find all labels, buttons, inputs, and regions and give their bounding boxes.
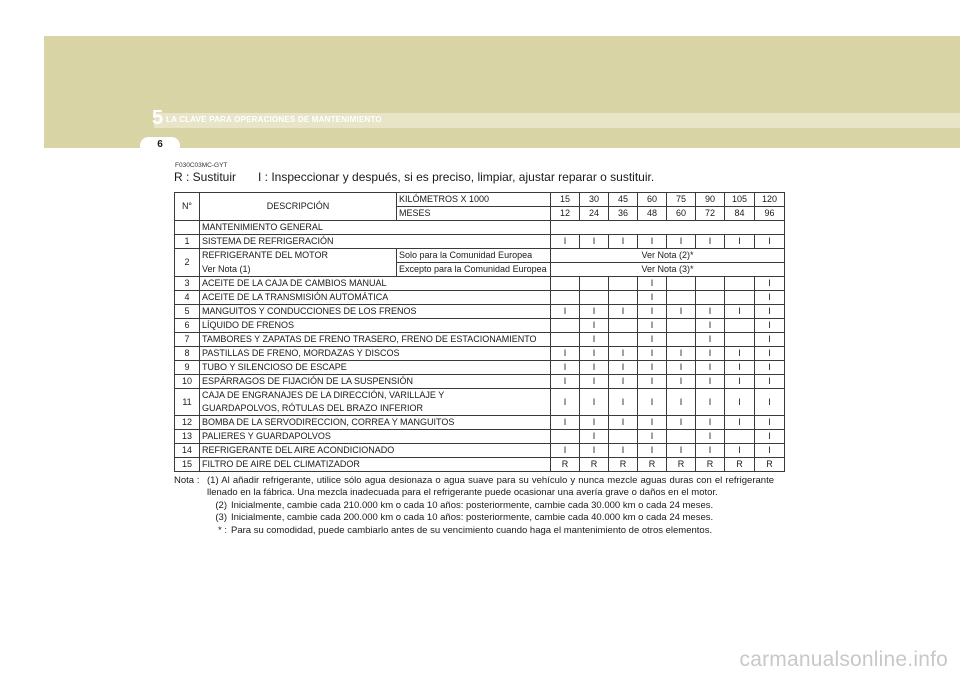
- watermark: carmanualsonline.info: [739, 648, 948, 671]
- row-description: [200, 319, 551, 333]
- table-row: [175, 389, 785, 416]
- note-text: Al añadir refrigerante, utilice sólo agua desionaza o agua suave para su vehículo y nunca mezcle aguas duras con el refrigerante llenado en la fábrica. Una mezcla inadecuada para el refrigerante puede ocasionar una avería grave o daños en el motor.: [207, 475, 774, 499]
- months-header: 48: [638, 207, 667, 221]
- row-number: 1: [175, 235, 200, 249]
- row-number: 7: [175, 333, 200, 347]
- schedule-mark: [667, 277, 696, 291]
- km-header: 30: [580, 193, 609, 207]
- schedule-mark: [725, 430, 755, 444]
- section-row: [175, 221, 785, 235]
- coolant-eu-label: Solo para la Comunidad Europea: [397, 249, 551, 263]
- months-label: MESES: [397, 207, 551, 221]
- schedule-mark: [725, 333, 755, 347]
- page-number: 6: [157, 139, 163, 150]
- note-key: (1): [207, 475, 219, 486]
- months-header: 12: [551, 207, 580, 221]
- schedule-mark: [725, 319, 755, 333]
- table-row: [175, 263, 785, 277]
- schedule-mark: I: [551, 375, 580, 389]
- km-header: 90: [696, 193, 725, 207]
- schedule-mark: I: [638, 333, 667, 347]
- months-header: 96: [755, 207, 785, 221]
- schedule-mark: I: [755, 305, 785, 319]
- schedule-mark: I: [638, 375, 667, 389]
- schedule-mark: I: [580, 333, 609, 347]
- row-description-line: MANGUITOS Y CONDUCCIONES DE LOS FRENOS: [202, 306, 417, 316]
- row-number: 11: [175, 389, 200, 416]
- schedule-mark: I: [609, 235, 638, 249]
- schedule-mark: I: [638, 291, 667, 305]
- row-number: 8: [175, 347, 200, 361]
- row-description-note: Ver Nota (1): [200, 263, 397, 277]
- schedule-mark: I: [696, 444, 725, 458]
- row-description: [200, 444, 551, 458]
- schedule-mark: [609, 291, 638, 305]
- schedule-mark: I: [667, 305, 696, 319]
- note-key: * :: [218, 524, 227, 536]
- schedule-mark: I: [725, 305, 755, 319]
- row-description: [200, 277, 551, 291]
- schedule-mark: [609, 333, 638, 347]
- schedule-mark: I: [638, 347, 667, 361]
- row-description-line: PASTILLAS DE FRENO, MORDAZAS Y DISCOS: [202, 348, 400, 358]
- row-description: [200, 430, 551, 444]
- coolant-non-eu-note: Ver Nota (3)*: [551, 263, 785, 277]
- schedule-mark: I: [638, 305, 667, 319]
- row-number: 15: [175, 458, 200, 472]
- chapter-title: LA CLAVE PARA OPERACIONES DE MANTENIMIENTO: [166, 115, 382, 124]
- schedule-mark: [551, 277, 580, 291]
- schedule-mark: I: [580, 305, 609, 319]
- schedule-mark: [551, 333, 580, 347]
- schedule-mark: [609, 277, 638, 291]
- legend: [174, 170, 654, 184]
- schedule-mark: I: [667, 361, 696, 375]
- schedule-mark: R: [725, 458, 755, 472]
- row-description-line: ESPÁRRAGOS DE FIJACIÓN DE LA SUSPENSIÓN: [202, 376, 414, 386]
- note-text: Inicialmente, cambie cada 210.000 km o cada 10 años: posteriormente, cambie cada 30.000 km o cada 24 meses.: [231, 499, 714, 511]
- number-header: N°: [175, 193, 200, 221]
- schedule-mark: I: [755, 375, 785, 389]
- schedule-mark: I: [638, 430, 667, 444]
- coolant-non-eu-label: Excepto para la Comunidad Europea: [397, 263, 551, 277]
- row-description: [200, 333, 551, 347]
- schedule-mark: I: [696, 416, 725, 430]
- schedule-mark: [609, 319, 638, 333]
- description-header: DESCRIPCIÓN: [200, 193, 397, 221]
- table-row: [175, 333, 785, 347]
- schedule-mark: I: [638, 444, 667, 458]
- table-row: [175, 249, 785, 263]
- row-number: 6: [175, 319, 200, 333]
- row-description: [200, 389, 551, 416]
- row-description: REFRIGERANTE DEL MOTOR: [200, 249, 397, 263]
- schedule-mark: I: [755, 319, 785, 333]
- note-3: [207, 512, 774, 524]
- table-row: [175, 291, 785, 305]
- schedule-mark: I: [580, 430, 609, 444]
- table-row: [175, 277, 785, 291]
- schedule-mark: I: [609, 444, 638, 458]
- row-number: 3: [175, 277, 200, 291]
- schedule-mark: I: [609, 347, 638, 361]
- coolant-eu-note: Ver Nota (2)*: [551, 249, 785, 263]
- table-row: [175, 444, 785, 458]
- row-description: [200, 305, 551, 319]
- schedule-mark: I: [580, 444, 609, 458]
- schedule-mark: I: [696, 375, 725, 389]
- schedule-mark: I: [725, 235, 755, 249]
- schedule-mark: I: [696, 347, 725, 361]
- schedule-mark: [696, 277, 725, 291]
- section-title: MANTENIMIENTO GENERAL: [200, 221, 551, 235]
- row-description-line: ACEITE DE LA CAJA DE CAMBIOS MANUAL: [202, 278, 387, 288]
- row-description-line: TUBO Y SILENCIOSO DE ESCAPE: [202, 362, 347, 372]
- schedule-mark: I: [551, 416, 580, 430]
- row-description-line: REFRIGERANTE DEL AIRE ACONDICIONADO: [202, 445, 395, 455]
- header-row-km: [175, 193, 785, 207]
- schedule-mark: I: [696, 235, 725, 249]
- schedule-mark: I: [725, 416, 755, 430]
- schedule-mark: I: [696, 333, 725, 347]
- schedule-mark: I: [580, 361, 609, 375]
- km-header: 75: [667, 193, 696, 207]
- table-row: [175, 416, 785, 430]
- row-number: 4: [175, 291, 200, 305]
- schedule-mark: I: [755, 235, 785, 249]
- notes-label: Nota :: [174, 475, 200, 486]
- schedule-mark: I: [551, 444, 580, 458]
- km-header: 60: [638, 193, 667, 207]
- row-description-line: CAJA DE ENGRANAJES DE LA DIRECCIÓN, VARILLAJE Y: [202, 390, 445, 400]
- row-description-line: BOMBA DE LA SERVODIRECCION, CORREA Y MANGUITOS: [202, 417, 455, 427]
- schedule-mark: I: [696, 305, 725, 319]
- months-header: 60: [667, 207, 696, 221]
- schedule-mark: I: [696, 319, 725, 333]
- schedule-mark: I: [551, 347, 580, 361]
- schedule-mark: I: [696, 389, 725, 416]
- schedule-mark: I: [725, 389, 755, 416]
- months-header: 72: [696, 207, 725, 221]
- row-number: 13: [175, 430, 200, 444]
- schedule-mark: I: [609, 361, 638, 375]
- note-star: [207, 525, 774, 537]
- km-label: KILÓMETROS X 1000: [397, 193, 551, 207]
- schedule-mark: I: [609, 375, 638, 389]
- row-description-line: SISTEMA DE REFRIGERACIÓN: [202, 236, 334, 246]
- schedule-mark: I: [580, 389, 609, 416]
- note-key: (2): [215, 499, 227, 511]
- schedule-mark: [580, 291, 609, 305]
- schedule-mark: R: [638, 458, 667, 472]
- schedule-mark: R: [755, 458, 785, 472]
- months-header: 36: [609, 207, 638, 221]
- table-row: [175, 305, 785, 319]
- schedule-mark: [667, 430, 696, 444]
- row-description: [200, 347, 551, 361]
- note-2: [207, 500, 774, 512]
- schedule-mark: [551, 430, 580, 444]
- schedule-mark: I: [755, 444, 785, 458]
- row-description-line: ACEITE DE LA TRANSMISIÓN AUTOMÁTICA: [202, 292, 389, 302]
- schedule-mark: I: [667, 444, 696, 458]
- row-description: [200, 458, 551, 472]
- maintenance-schedule-table: [174, 192, 785, 472]
- schedule-mark: I: [638, 389, 667, 416]
- schedule-mark: I: [551, 361, 580, 375]
- row-description-line: LÍQUIDO DE FRENOS: [202, 320, 295, 330]
- months-header: 84: [725, 207, 755, 221]
- km-header: 120: [755, 193, 785, 207]
- schedule-mark: [551, 291, 580, 305]
- schedule-mark: I: [696, 361, 725, 375]
- schedule-mark: R: [580, 458, 609, 472]
- row-number: 10: [175, 375, 200, 389]
- table-row: [175, 361, 785, 375]
- schedule-mark: I: [638, 277, 667, 291]
- schedule-mark: I: [725, 347, 755, 361]
- note-text: Para su comodidad, puede cambiarlo antes de su vencimiento cuando haga el mantenimiento de otros elementos.: [231, 524, 713, 536]
- schedule-mark: [696, 291, 725, 305]
- schedule-mark: R: [667, 458, 696, 472]
- table-row: [175, 235, 785, 249]
- schedule-mark: I: [755, 291, 785, 305]
- schedule-mark: [725, 277, 755, 291]
- chapter-number: 5: [152, 107, 164, 129]
- note-key: (3): [215, 512, 227, 524]
- schedule-mark: [580, 277, 609, 291]
- document-code: F030C03MC-GYT: [175, 162, 228, 169]
- schedule-mark: I: [755, 389, 785, 416]
- schedule-mark: [667, 333, 696, 347]
- row-description: [200, 291, 551, 305]
- row-number: 14: [175, 444, 200, 458]
- schedule-mark: I: [667, 347, 696, 361]
- schedule-mark: I: [638, 319, 667, 333]
- schedule-mark: I: [580, 347, 609, 361]
- schedule-mark: I: [755, 347, 785, 361]
- schedule-mark: I: [755, 333, 785, 347]
- table-row: [175, 430, 785, 444]
- schedule-mark: I: [667, 416, 696, 430]
- km-header: 15: [551, 193, 580, 207]
- schedule-mark: [609, 430, 638, 444]
- schedule-mark: I: [667, 375, 696, 389]
- row-description: [200, 235, 551, 249]
- row-description-line: FILTRO DE AIRE DEL CLIMATIZADOR: [202, 459, 360, 469]
- schedule-mark: I: [667, 389, 696, 416]
- table-row: [175, 375, 785, 389]
- table-row: [175, 458, 785, 472]
- schedule-mark: I: [551, 235, 580, 249]
- schedule-mark: R: [551, 458, 580, 472]
- schedule-mark: I: [580, 416, 609, 430]
- schedule-mark: I: [638, 361, 667, 375]
- header-band: [44, 36, 960, 148]
- notes: [174, 475, 774, 537]
- months-header: 24: [580, 207, 609, 221]
- legend-inspect: I : Inspeccionar y después, si es preciso, limpiar, ajustar reparar o sustituir.: [258, 170, 655, 184]
- row-description-line: PALIERES Y GUARDAPOLVOS: [202, 431, 331, 441]
- schedule-mark: I: [551, 389, 580, 416]
- schedule-mark: I: [609, 416, 638, 430]
- schedule-mark: I: [638, 235, 667, 249]
- legend-replace: R : Sustituir: [174, 170, 237, 184]
- schedule-mark: [725, 291, 755, 305]
- schedule-mark: I: [638, 416, 667, 430]
- row-number: 9: [175, 361, 200, 375]
- schedule-mark: [667, 291, 696, 305]
- note-text: Inicialmente, cambie cada 200.000 km o cada 10 años: posteriormente, cambie cada 40.000 km o cada 24 meses.: [231, 512, 714, 524]
- schedule-mark: [551, 319, 580, 333]
- schedule-mark: I: [755, 430, 785, 444]
- row-description: [200, 416, 551, 430]
- schedule-mark: I: [580, 375, 609, 389]
- schedule-mark: I: [667, 235, 696, 249]
- schedule-mark: R: [609, 458, 638, 472]
- schedule-mark: I: [755, 361, 785, 375]
- schedule-mark: I: [609, 305, 638, 319]
- schedule-mark: I: [580, 319, 609, 333]
- schedule-mark: I: [696, 430, 725, 444]
- schedule-mark: I: [725, 361, 755, 375]
- km-header: 105: [725, 193, 755, 207]
- schedule-mark: I: [551, 305, 580, 319]
- row-description-line: GUARDAPOLVOS, RÓTULAS DEL BRAZO INFERIOR: [202, 403, 424, 413]
- schedule-mark: R: [696, 458, 725, 472]
- schedule-mark: I: [755, 416, 785, 430]
- row-description: [200, 361, 551, 375]
- schedule-mark: I: [580, 235, 609, 249]
- table-row: [175, 319, 785, 333]
- schedule-mark: I: [609, 389, 638, 416]
- note-1: [174, 475, 774, 500]
- schedule-mark: I: [725, 375, 755, 389]
- schedule-mark: [667, 319, 696, 333]
- schedule-mark: I: [725, 444, 755, 458]
- row-number: 5: [175, 305, 200, 319]
- km-header: 45: [609, 193, 638, 207]
- row-description: [200, 375, 551, 389]
- row-number: 2: [175, 249, 200, 277]
- table-row: [175, 347, 785, 361]
- schedule-mark: I: [755, 277, 785, 291]
- row-number: 12: [175, 416, 200, 430]
- row-description-line: TAMBORES Y ZAPATAS DE FRENO TRASERO, FRENO DE ESTACIONAMIENTO: [202, 334, 537, 344]
